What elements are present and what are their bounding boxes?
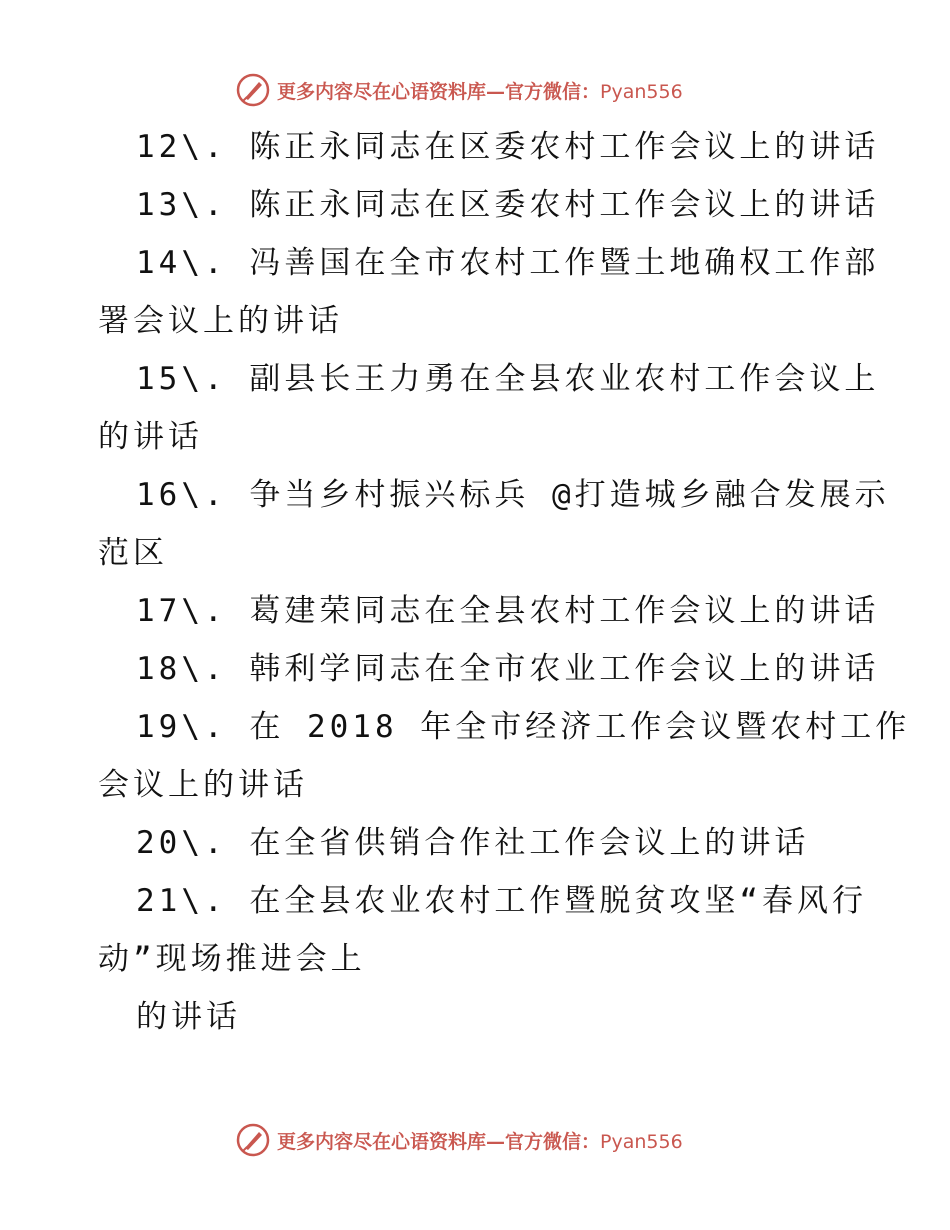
list-item-15-continued: 的讲话	[98, 419, 203, 455]
watermark-footer	[235, 1120, 683, 1160]
list-item-13: 13\. 陈正永同志在区委农村工作会议上的讲话	[136, 187, 880, 223]
list-item-14-continued: 署会议上的讲话	[98, 303, 343, 339]
watermark-text: 更多内容尽在心语资料库—官方微信：Pyan556	[277, 1130, 683, 1153]
list-item-20: 20\. 在全省供销合作社工作会议上的讲话	[136, 825, 810, 861]
document-body	[98, 118, 911, 1046]
list-item-21-continued: 动”现场推进会上	[98, 941, 366, 977]
list-item-15: 15\. 副县长王力勇在全县农业农村工作会议上	[136, 361, 880, 397]
list-item-18: 18\. 韩利学同志在全市农业工作会议上的讲话	[136, 651, 880, 687]
list-item-16: 16\. 争当乡村振兴标兵 @打造城乡融合发展示	[136, 477, 890, 513]
list-item-21: 21\. 在全县农业农村工作暨脱贫攻坚“春风行	[136, 883, 867, 919]
list-item-19: 19\. 在 2018 年全市经济工作会议暨农村工作	[136, 709, 911, 745]
watermark-header	[235, 70, 683, 110]
quill-logo-icon	[235, 1122, 271, 1158]
watermark-text: 更多内容尽在心语资料库—官方微信：Pyan556	[277, 80, 683, 103]
watermark-wechat-id: Pyan556	[600, 1130, 683, 1153]
list-item-12: 12\. 陈正永同志在区委农村工作会议上的讲话	[136, 129, 880, 165]
quill-logo-icon	[235, 72, 271, 108]
list-item-19-continued: 会议上的讲话	[98, 767, 308, 803]
list-item-14: 14\. 冯善国在全市农村工作暨土地确权工作部	[136, 245, 880, 281]
list-item-16-continued: 范区	[98, 535, 168, 571]
watermark-wechat-id: Pyan556	[600, 80, 683, 103]
list-item-17: 17\. 葛建荣同志在全县农村工作会议上的讲话	[136, 593, 880, 629]
list-item-21-continued-2: 的讲话	[136, 999, 241, 1035]
